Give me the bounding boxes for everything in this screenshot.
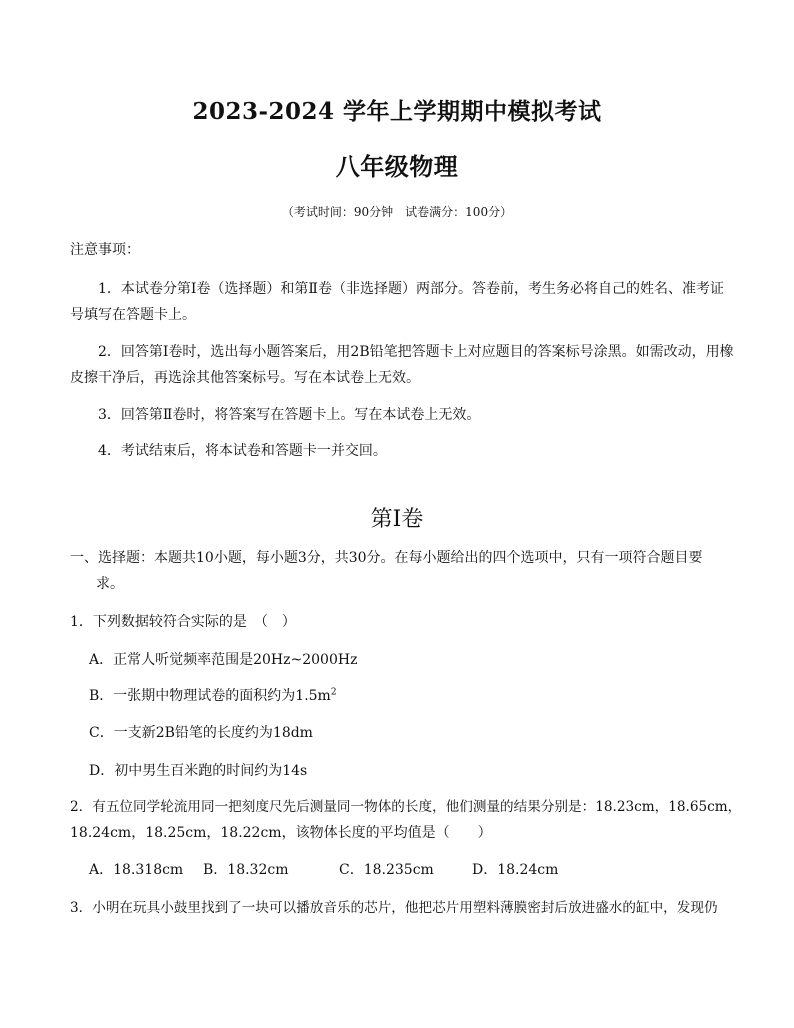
notice-item-2: 2．回答第Ⅰ卷时，选出每小题答案后，用2B铅笔把答题卡上对应题目的答案标号涂黑。如需改动，用橡 <box>98 344 734 360</box>
notice-item-1-cont: 号填写在答题卡上。 <box>70 307 196 323</box>
notice-item-3: 3．回答第Ⅱ卷时，将答案写在答题卡上。写在本试卷上无效。 <box>98 407 481 423</box>
question-1-stem: 1．下列数据较符合实际的是 （ ） <box>70 614 296 630</box>
option-b-text: B．一张期中物理试卷的面积约为1.5m <box>89 688 331 704</box>
notice-item-4: 4．考试结束后，将本试卷和答题卡一并交回。 <box>98 443 387 459</box>
question-2-option-d: D．18.24cm <box>472 862 559 878</box>
notice-item-1: 1．本试卷分第Ⅰ卷（选择题）和第Ⅱ卷（非选择题）两部分。答卷前，考生务必将自己的姓名、准考证 <box>98 281 724 297</box>
notice-item-2-cont: 皮擦干净后，再选涂其他答案标号。写在本试卷上无效。 <box>70 370 420 386</box>
section-instruction-cont: 求。 <box>96 576 124 592</box>
notice-heading: 注意事项： <box>70 242 140 258</box>
section-instruction: 一、选择题：本题共10小题，每小题3分，共30分。在每小题给出的四个选项中，只有一项符合题目要 <box>70 550 703 566</box>
question-3-stem: 3．小明在玩具小鼓里找到了一块可以播放音乐的芯片，他把芯片用塑料薄膜密封后放进盛水的缸中，发现仍 <box>70 900 718 916</box>
question-2-option-c: C．18.235cm <box>339 862 434 878</box>
exam-info: （考试时间：90分钟 试卷满分：100分） <box>281 205 513 219</box>
question-1-option-a: A．正常人听觉频率范围是20Hz~2000Hz <box>89 652 358 668</box>
section-title: 第Ⅰ卷 <box>370 507 424 532</box>
question-2-stem-cont: 18.24cm，18.25cm，18.22cm，该物体长度的平均值是（ ） <box>70 825 492 841</box>
question-1-option-d: D．初中男生百米跑的时间约为14s <box>89 763 308 779</box>
question-2-stem: 2．有五位同学轮流用同一把刻度尺先后测量同一物体的长度，他们测量的结果分别是：18.23cm，18.65cm， <box>70 799 742 815</box>
question-1-option-c: C．一支新2B铅笔的长度约为18dm <box>89 725 313 741</box>
superscript-2: 2 <box>330 687 337 698</box>
exam-title: 2023-2024 学年上学期期中模拟考试 <box>192 98 602 125</box>
question-2-option-b: B．18.32cm <box>203 862 289 878</box>
question-2-option-a: A．18.318cm <box>89 862 184 878</box>
exam-subject: 八年级物理 <box>335 152 459 181</box>
question-1-option-b <box>89 686 337 706</box>
